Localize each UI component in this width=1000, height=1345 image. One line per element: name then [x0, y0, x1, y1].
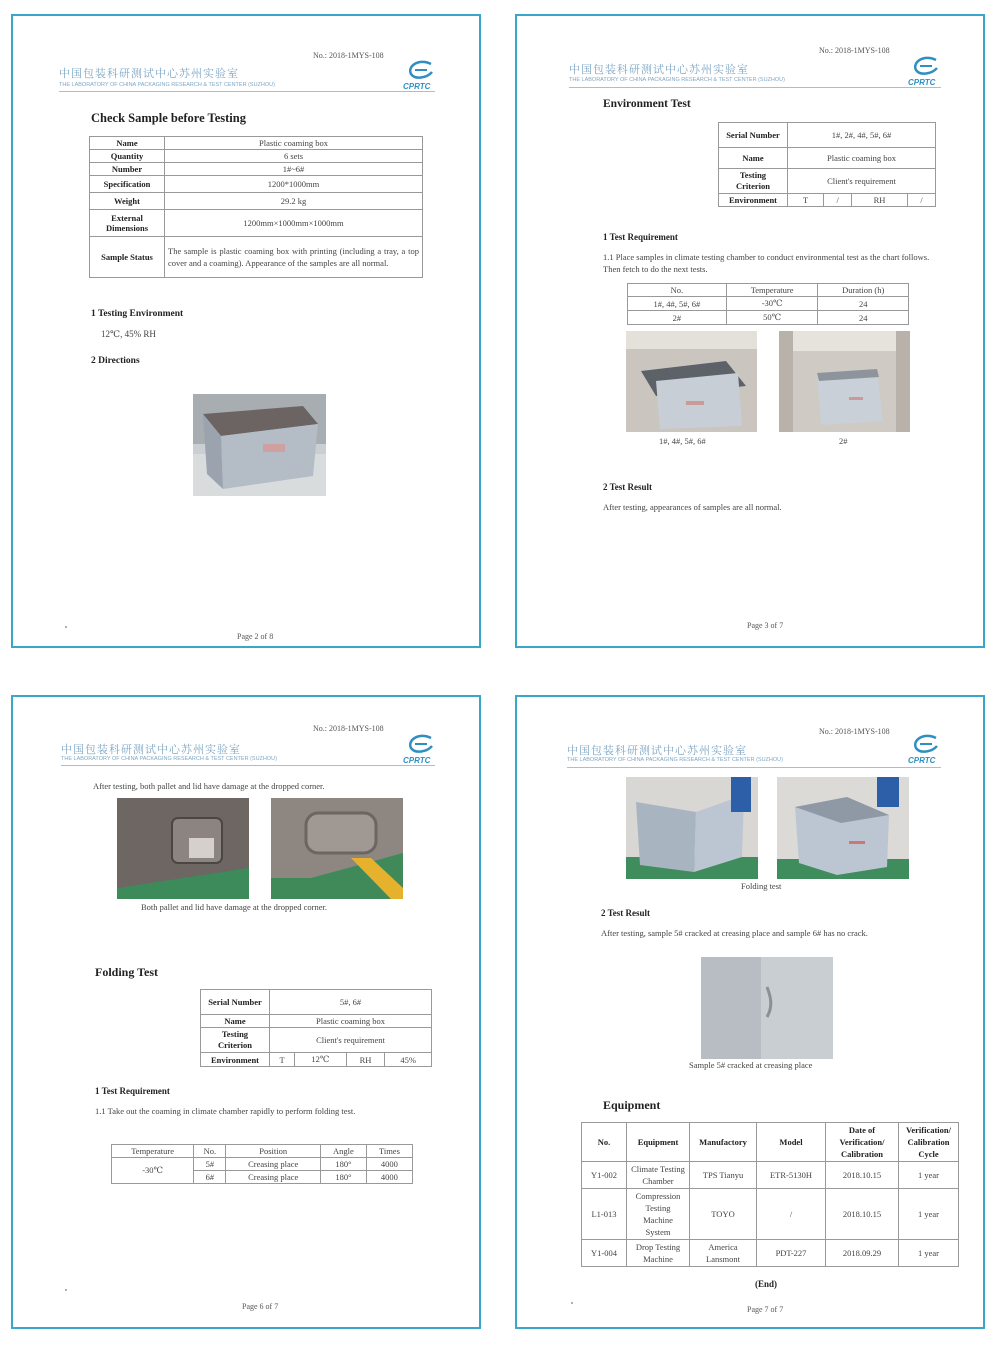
doc-number: No.: 2018-1MYS-108	[819, 727, 890, 736]
drop-intro-text: After testing, both pallet and lid have damage at the dropped corner.	[93, 781, 325, 791]
report-page-7	[515, 695, 985, 1329]
climate-chamber-image	[779, 331, 910, 432]
logo-swirl-icon	[405, 60, 435, 80]
logo-text: CPRTC	[403, 756, 431, 765]
page-footer: Page 2 of 8	[237, 632, 274, 641]
lab-name-en: THE LABORATORY OF CHINA PACKAGING RESEARCH & TEST CENTER (SUZHOU)	[61, 756, 277, 762]
cprtc-logo	[910, 56, 940, 87]
folding-test-photo-2	[777, 777, 909, 879]
lab-name-en: THE LABORATORY OF CHINA PACKAGING RESEARCH & TEST CENTER (SUZHOU)	[569, 77, 785, 83]
table-row: No. Temperature Duration (h)	[628, 284, 909, 297]
header-rule	[59, 91, 435, 92]
environment-value: 12℃, 45% RH	[101, 329, 156, 339]
table-row: Weight 29.2 kg	[90, 193, 423, 210]
scan-mark	[65, 626, 67, 628]
photo-caption-1: 1#, 4#, 5#, 6#	[659, 436, 706, 446]
table-row: Name Plastic coaming box	[90, 137, 423, 150]
lab-name-en: THE LABORATORY OF CHINA PACKAGING RESEARCH & TEST CENTER (SUZHOU)	[59, 82, 275, 88]
table-row: Number 1#~6#	[90, 163, 423, 176]
temperature-table	[627, 283, 909, 325]
result-text: After testing, sample 5# cracked at creasing place and sample 6# has no crack.	[601, 928, 868, 938]
table-row: 6# Creasing place 180° 4000	[112, 1171, 413, 1184]
logo-swirl-icon	[910, 56, 940, 76]
section-test-result: 2 Test Result	[601, 908, 651, 918]
section-test-requirement: 1 Test Requirement	[603, 232, 678, 242]
page-title: Folding Test	[95, 965, 159, 979]
lab-name-cn: 中国包装科研测试中心苏州实验室	[59, 67, 239, 80]
table-row: Serial Number 1#, 2#, 4#, 5#, 6#	[719, 123, 936, 148]
chamber-photo-2	[779, 331, 910, 432]
lid-damage-photo	[271, 798, 403, 899]
section-directions: 2 Directions	[91, 356, 140, 366]
pallet-damage-photo	[117, 798, 249, 899]
folding-test-image	[777, 777, 909, 879]
cprtc-logo	[405, 734, 435, 765]
crack-photo	[701, 957, 833, 1059]
page-footer: Page 7 of 7	[747, 1305, 784, 1314]
logo-swirl-icon	[405, 734, 435, 754]
damage-caption: Both pallet and lid have damage at the dropped corner.	[141, 902, 327, 912]
photo-caption-2: 2#	[839, 436, 848, 446]
section-test-requirement: 1 Test Requirement	[95, 1086, 170, 1096]
folding-test-photo-1	[626, 777, 758, 879]
page-footer: Page 3 of 7	[747, 621, 784, 630]
logo-text: CPRTC	[403, 82, 431, 91]
equipment-table	[581, 1122, 959, 1267]
plastic-box-image	[193, 394, 326, 496]
scan-mark	[65, 1289, 67, 1291]
table-row: Quantity 6 sets	[90, 150, 423, 163]
pallet-damage-image	[117, 798, 249, 899]
report-page-3	[515, 14, 985, 648]
lid-damage-image	[271, 798, 403, 899]
table-row: Specification 1200*1000mm	[90, 176, 423, 193]
folding-requirement-table	[111, 1144, 413, 1184]
table-row: Testing Criterion Client's requirement	[719, 169, 936, 194]
table-row: Temperature No. Position Angle Times	[112, 1145, 413, 1158]
table-row: L1-013 Compression Testing Machine System TOYO / 2018.10.15 1 year	[582, 1189, 959, 1240]
crack-caption: Sample 5# cracked at creasing place	[689, 1060, 813, 1070]
table-row: 2# 50℃ 24	[628, 311, 909, 325]
table-row: External Dimensions 1200mm×1000mm×1000mm	[90, 210, 423, 237]
page-title: Environment Test	[603, 98, 691, 110]
page-title: Check Sample before Testing	[91, 111, 246, 125]
section-test-result: 2 Test Result	[603, 482, 653, 492]
table-row: -30℃ 5# Creasing place 180° 4000	[112, 1158, 413, 1171]
lab-name-cn: 中国包装科研测试中心苏州实验室	[567, 744, 747, 757]
folding-test-caption: Folding test	[741, 881, 782, 891]
table-row: Environment T / RH /	[719, 194, 936, 207]
cprtc-logo	[405, 60, 435, 91]
requirement-text: 1.1 Place samples in climate testing chamber to conduct environmental test as the chart follows. Then fetch to do the next tests.	[603, 252, 930, 274]
sample-check-table	[89, 136, 423, 278]
sample-box-photo	[193, 394, 326, 496]
header-rule	[567, 767, 941, 768]
table-row: Environment T 12℃ RH 45%	[201, 1053, 432, 1067]
doc-number: No.: 2018-1MYS-108	[313, 51, 384, 60]
table-row: No. Equipment Manufactory Model Date of Verification/ Calibration Verification/ Calibration Cycle	[582, 1123, 959, 1162]
table-row: Name Plastic coaming box	[201, 1015, 432, 1028]
chamber-photo-1	[626, 331, 757, 432]
scan-mark	[571, 1302, 573, 1304]
doc-number: No.: 2018-1MYS-108	[313, 724, 384, 733]
table-row: 1#, 4#, 5#, 6# -30℃ 24	[628, 297, 909, 311]
lab-name-en: THE LABORATORY OF CHINA PACKAGING RESEARCH & TEST CENTER (SUZHOU)	[567, 757, 783, 763]
result-text: After testing, appearances of samples are all normal.	[603, 502, 782, 512]
logo-text: CPRTC	[908, 756, 936, 765]
table-row: Testing Criterion Client's requirement	[201, 1028, 432, 1053]
table-row: Serial Number 5#, 6#	[201, 990, 432, 1015]
logo-swirl-icon	[910, 734, 940, 754]
header-rule	[569, 87, 941, 88]
requirement-text: 1.1 Take out the coaming in climate chamber rapidly to perform folding test.	[95, 1106, 356, 1116]
header-rule	[61, 765, 435, 766]
folding-test-table	[200, 989, 432, 1067]
section-testing-environment: 1 Testing Environment	[91, 309, 184, 319]
report-page-6	[11, 695, 481, 1329]
logo-text: CPRTC	[908, 78, 936, 87]
folding-test-image	[626, 777, 758, 879]
report-page-2	[11, 14, 481, 648]
table-row: Name Plastic coaming box	[719, 148, 936, 169]
cprtc-logo	[910, 734, 940, 765]
end-marker: (End)	[755, 1279, 778, 1289]
table-row: Y1-002 Climate Testing Chamber TPS Tianyu ETR-5130H 2018.10.15 1 year	[582, 1162, 959, 1189]
lab-name-cn: 中国包装科研测试中心苏州实验室	[61, 743, 241, 756]
doc-number: No.: 2018-1MYS-108	[819, 46, 890, 55]
environment-test-table	[718, 122, 936, 207]
crack-image	[701, 957, 833, 1059]
equipment-title: Equipment	[603, 1098, 661, 1112]
lab-name-cn: 中国包装科研测试中心苏州实验室	[569, 63, 749, 76]
climate-chamber-image	[626, 331, 757, 432]
page-footer: Page 6 of 7	[242, 1302, 279, 1311]
table-row: Y1-004 Drop Testing Machine America Lansmont PDT-227 2018.09.29 1 year	[582, 1240, 959, 1267]
table-row: Sample Status The sample is plastic coaming box with printing (including a tray, a top cover and a coaming). Appearance of the samples are all normal.	[90, 237, 423, 278]
